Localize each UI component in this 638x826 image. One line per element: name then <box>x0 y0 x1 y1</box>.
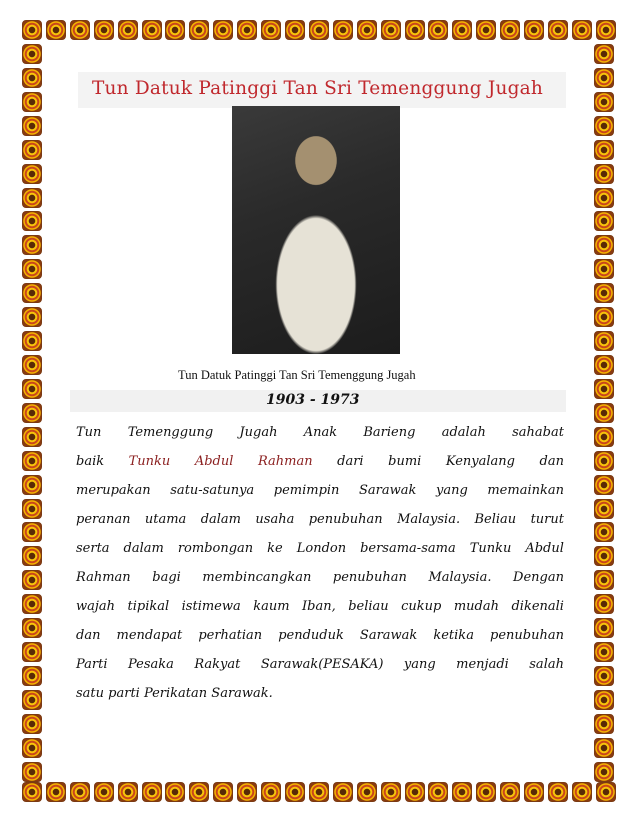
word: bersama-sama <box>360 541 456 556</box>
sun-ornament-icon <box>357 20 377 40</box>
sun-ornament-icon <box>594 451 614 471</box>
sun-ornament-icon <box>22 714 42 734</box>
sun-ornament-icon <box>94 20 114 40</box>
border-left <box>22 44 44 782</box>
word: sahabat <box>512 425 564 440</box>
word: Beliau <box>474 512 517 527</box>
sun-ornament-icon <box>70 20 90 40</box>
sun-ornament-icon <box>22 283 42 303</box>
sun-ornament-icon <box>22 475 42 495</box>
sun-ornament-icon <box>594 259 614 279</box>
word: dalam <box>123 541 164 556</box>
word: rombongan <box>177 541 254 556</box>
sun-ornament-icon <box>594 379 614 399</box>
sun-ornament-icon <box>476 782 496 802</box>
sun-ornament-icon <box>46 782 66 802</box>
word: Iban, <box>302 599 336 614</box>
sun-ornament-icon <box>596 782 616 802</box>
sun-ornament-icon <box>22 68 42 88</box>
sun-ornament-icon <box>548 20 568 40</box>
tunku-abdul-rahman-link[interactable]: Tunku <box>128 454 171 469</box>
word: wajah <box>76 599 116 614</box>
word: Anak <box>303 425 338 440</box>
word: bagi <box>152 570 181 585</box>
paragraph-line <box>76 563 564 592</box>
sun-ornament-icon <box>22 188 42 208</box>
sun-ornament-icon <box>165 782 185 802</box>
word: membincangkan <box>202 570 312 585</box>
sun-ornament-icon <box>405 782 425 802</box>
word: dan <box>76 628 101 643</box>
sun-ornament-icon <box>22 594 42 614</box>
word: utama <box>144 512 187 527</box>
sun-ornament-icon <box>22 666 42 686</box>
paragraph-line <box>76 621 564 650</box>
page-title: Tun Datuk Patinggi Tan Sri Temenggung Jugah <box>92 78 544 99</box>
sun-ornament-icon <box>22 618 42 638</box>
sun-ornament-icon <box>594 211 614 231</box>
sun-ornament-icon <box>22 331 42 351</box>
word: perhatian <box>198 628 263 643</box>
sun-ornament-icon <box>405 20 425 40</box>
word: Malaysia. <box>397 512 461 527</box>
sun-ornament-icon <box>309 782 329 802</box>
sun-ornament-icon <box>22 499 42 519</box>
sun-ornament-icon <box>594 499 614 519</box>
tunku-abdul-rahman-link[interactable]: Rahman <box>257 454 313 469</box>
word: Rakyat <box>194 657 241 672</box>
word: penduduk <box>278 628 344 643</box>
word: penubuhan <box>490 628 564 643</box>
sun-ornament-icon <box>142 20 162 40</box>
sun-ornament-icon <box>22 355 42 375</box>
word: serta <box>76 541 110 556</box>
sun-ornament-icon <box>189 20 209 40</box>
sun-ornament-icon <box>309 20 329 40</box>
border-right <box>594 44 616 782</box>
word: Sarawak(PESAKA) <box>260 657 384 672</box>
sun-ornament-icon <box>452 782 472 802</box>
word: Sarawak <box>359 628 418 643</box>
sun-ornament-icon <box>22 782 42 802</box>
word: peranan <box>76 512 131 527</box>
word: yang <box>403 657 436 672</box>
sun-ornament-icon <box>594 116 614 136</box>
sun-ornament-icon <box>333 20 353 40</box>
sun-ornament-icon <box>500 20 520 40</box>
word: dalam <box>200 512 242 527</box>
sun-ornament-icon <box>213 20 233 40</box>
sun-ornament-icon <box>572 782 592 802</box>
sun-ornament-icon <box>452 20 472 40</box>
sun-ornament-icon <box>594 642 614 662</box>
sun-ornament-icon <box>594 92 614 112</box>
paragraph-line <box>76 418 564 447</box>
paragraph-line <box>76 447 564 476</box>
word: penubuhan <box>308 512 383 527</box>
sun-ornament-icon <box>476 20 496 40</box>
word: Rahman <box>76 570 131 585</box>
sun-ornament-icon <box>22 235 42 255</box>
sun-ornament-icon <box>594 235 614 255</box>
sun-ornament-icon <box>594 140 614 160</box>
border-top <box>22 20 616 42</box>
word: memainkan <box>487 483 564 498</box>
sun-ornament-icon <box>594 403 614 423</box>
sun-ornament-icon <box>524 782 544 802</box>
sun-ornament-icon <box>594 44 614 64</box>
word: London <box>296 541 347 556</box>
word: Tunku <box>469 541 512 556</box>
sun-ornament-icon <box>285 20 305 40</box>
sun-ornament-icon <box>189 782 209 802</box>
word: Dengan <box>513 570 564 585</box>
sun-ornament-icon <box>22 427 42 447</box>
sun-ornament-icon <box>594 594 614 614</box>
word: salah <box>529 657 564 672</box>
sun-ornament-icon <box>594 68 614 88</box>
sun-ornament-icon <box>428 20 448 40</box>
sun-ornament-icon <box>22 140 42 160</box>
sun-ornament-icon <box>237 782 257 802</box>
sun-ornament-icon <box>594 475 614 495</box>
word: Temenggung <box>127 425 214 440</box>
photo-caption: Tun Datuk Patinggi Tan Sri Temenggung Jugah <box>178 368 416 382</box>
word: usaha <box>255 512 295 527</box>
word: yang <box>435 483 468 498</box>
word: cukup <box>401 599 442 614</box>
word: ke <box>267 541 283 556</box>
word: Pesaka <box>127 657 174 672</box>
word: dikenali <box>511 599 564 614</box>
years-label: 1903 - 1973 <box>266 392 360 408</box>
word: Tun <box>76 425 102 440</box>
sun-ornament-icon <box>524 20 544 40</box>
sun-ornament-icon <box>165 20 185 40</box>
sun-ornament-icon <box>594 618 614 638</box>
sun-ornament-icon <box>22 20 42 40</box>
sun-ornament-icon <box>594 283 614 303</box>
word: tipikal <box>127 599 170 614</box>
sun-ornament-icon <box>22 522 42 542</box>
sun-ornament-icon <box>237 20 257 40</box>
sun-ornament-icon <box>22 690 42 710</box>
sun-ornament-icon <box>500 782 520 802</box>
sun-ornament-icon <box>22 403 42 423</box>
sun-ornament-icon <box>46 20 66 40</box>
sun-ornament-icon <box>22 451 42 471</box>
sun-ornament-icon <box>594 427 614 447</box>
sun-ornament-icon <box>118 782 138 802</box>
word: dari <box>337 454 364 469</box>
word: penubuhan <box>332 570 407 585</box>
paragraph-line <box>76 534 564 563</box>
sun-ornament-icon <box>22 44 42 64</box>
sun-ornament-icon <box>22 762 42 782</box>
sun-ornament-icon <box>594 188 614 208</box>
sun-ornament-icon <box>261 782 281 802</box>
sun-ornament-icon <box>381 782 401 802</box>
sun-ornament-icon <box>594 355 614 375</box>
word: kaum <box>253 599 290 614</box>
word: turut <box>530 512 564 527</box>
body-paragraph <box>76 418 564 708</box>
sun-ornament-icon <box>22 379 42 399</box>
sun-ornament-icon <box>285 782 305 802</box>
sun-ornament-icon <box>22 116 42 136</box>
sun-ornament-icon <box>594 522 614 542</box>
paragraph-line <box>76 505 564 534</box>
sun-ornament-icon <box>118 20 138 40</box>
sun-ornament-icon <box>428 782 448 802</box>
sun-ornament-icon <box>594 164 614 184</box>
word: beliau <box>348 599 389 614</box>
word: dan <box>539 454 564 469</box>
word: baik <box>76 454 105 469</box>
sun-ornament-icon <box>594 307 614 327</box>
sun-ornament-icon <box>261 20 281 40</box>
sun-ornament-icon <box>142 782 162 802</box>
word: Kenyalang <box>445 454 515 469</box>
sun-ornament-icon <box>357 782 377 802</box>
word: satu-satunya <box>170 483 255 498</box>
paragraph-line <box>76 679 564 708</box>
paragraph-line <box>76 592 564 621</box>
word: Sarawak <box>359 483 417 498</box>
sun-ornament-icon <box>70 782 90 802</box>
border-bottom <box>22 782 616 804</box>
sun-ornament-icon <box>22 570 42 590</box>
word: Parti <box>76 657 108 672</box>
word: Barieng <box>363 425 416 440</box>
word: Abdul <box>525 541 564 556</box>
sun-ornament-icon <box>333 782 353 802</box>
sun-ornament-icon <box>594 762 614 782</box>
sun-ornament-icon <box>596 20 616 40</box>
sun-ornament-icon <box>22 92 42 112</box>
sun-ornament-icon <box>22 307 42 327</box>
sun-ornament-icon <box>22 259 42 279</box>
word: ketika <box>433 628 474 643</box>
sun-ornament-icon <box>594 714 614 734</box>
word: istimewa <box>181 599 241 614</box>
sun-ornament-icon <box>594 546 614 566</box>
sun-ornament-icon <box>381 20 401 40</box>
sun-ornament-icon <box>548 782 568 802</box>
word: bumi <box>388 454 422 469</box>
word: Malaysia. <box>428 570 492 585</box>
word: adalah <box>441 425 486 440</box>
word: mudah <box>453 599 499 614</box>
word: Jugah <box>239 425 278 440</box>
sun-ornament-icon <box>594 738 614 758</box>
sun-ornament-icon <box>594 666 614 686</box>
sun-ornament-icon <box>594 331 614 351</box>
sun-ornament-icon <box>594 570 614 590</box>
word: satu parti Perikatan Sarawak. <box>76 686 273 701</box>
sun-ornament-icon <box>213 782 233 802</box>
sun-ornament-icon <box>22 642 42 662</box>
word: mendapat <box>116 628 183 643</box>
word: menjadi <box>456 657 509 672</box>
sun-ornament-icon <box>94 782 114 802</box>
sun-ornament-icon <box>572 20 592 40</box>
sun-ornament-icon <box>594 690 614 710</box>
sun-ornament-icon <box>22 738 42 758</box>
paragraph-line <box>76 476 564 505</box>
word: merupakan <box>76 483 151 498</box>
word: pemimpin <box>273 483 340 498</box>
sun-ornament-icon <box>22 211 42 231</box>
paragraph-line <box>76 650 564 679</box>
tunku-abdul-rahman-link[interactable]: Abdul <box>194 454 234 469</box>
sun-ornament-icon <box>22 164 42 184</box>
sun-ornament-icon <box>22 546 42 566</box>
portrait-photo <box>232 106 400 354</box>
